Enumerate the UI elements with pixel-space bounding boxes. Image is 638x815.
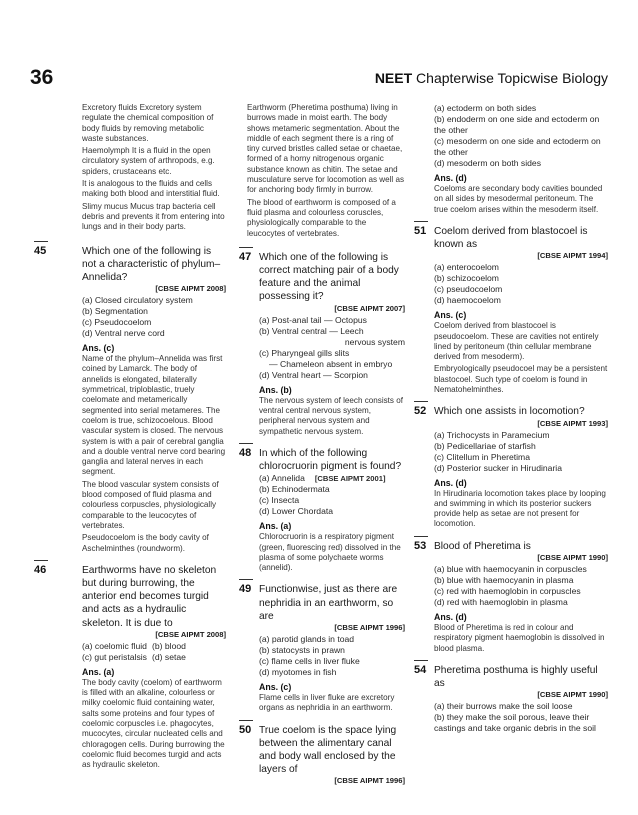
option: (c) gut peristalsis: [82, 651, 147, 662]
explanation: In Hirudinaria locomotion takes place by looping and swimming in which its posterior suckers provide help as setae are not present for locomotion.: [434, 488, 606, 529]
option: (c) Pseudocoelom: [82, 317, 152, 328]
question-number: 47: [239, 250, 252, 263]
option: (b) blood: [152, 640, 186, 651]
option: (d) setae: [152, 651, 186, 662]
explanation: Coelom derived from blastocoel is pseudocoelom. These are cavities not entirely lined by peritoneum (thin cellular membrane derived from mesoderm).: [434, 321, 599, 362]
question-rule: [414, 221, 428, 222]
exam-tag: [CBSE AIPMT 1996]: [334, 623, 405, 633]
option: (b) statocysts in prawn: [259, 645, 345, 656]
option-row: [82, 641, 226, 652]
column-1: [34, 103, 226, 773]
question-51: [414, 225, 608, 395]
option: (a) ectoderm on both sides: [434, 103, 537, 113]
answer: Ans. (b): [259, 384, 292, 395]
answer: Ans. (c): [82, 343, 115, 354]
question-number: 53: [414, 539, 427, 552]
answer: Ans. (c): [259, 682, 292, 693]
option: (b) Ventral central — Leech: [259, 325, 364, 336]
option: (c) red with haemoglobin in corpuscles: [434, 585, 581, 596]
answer: Ans. (c): [434, 310, 467, 321]
question-52: [414, 405, 608, 529]
exam-tag: [CBSE AIPMT 2001]: [314, 474, 386, 484]
question-number: 49: [239, 583, 252, 596]
option: (a) parotid glands in toad: [259, 634, 355, 645]
question-49: [239, 583, 405, 713]
exam-tag: [CBSE AIPMT 2008]: [155, 284, 226, 294]
option: (d) myotomes in fish: [259, 667, 337, 678]
option: (d) mesoderm on both sides: [434, 158, 541, 168]
question-53: [414, 540, 608, 654]
question-text: Which one of the following is correct matching pair of a body feature and the animal possessing it?: [259, 251, 399, 303]
question-text: In which of the following chlorocruorin pigment is found?: [259, 447, 402, 473]
question-number: 45: [34, 244, 47, 257]
brand: NEET: [374, 70, 413, 86]
explanation: The blood vascular system consists of blood composed of fluid plasma and colourless corpuscles, physiologically comparable to the leucocytes of vertebrates.: [82, 479, 219, 530]
question-50-continued: [414, 103, 608, 215]
exam-tag: [CBSE AIPMT 1990]: [537, 552, 608, 562]
explanation: Flame cells in liver fluke are excretory organs as nephridia in an earthworm.: [259, 693, 395, 713]
answer: Ans. (d): [434, 173, 467, 183]
option: (c) pseudocoelom: [434, 284, 503, 295]
explanation: Pseudocoelom is the body cavity of Aschelminthes (roundworm).: [82, 533, 209, 553]
option: (b) schizocoelom: [434, 273, 499, 284]
page-number: 36: [30, 66, 54, 89]
option: (c) Clitellum in Pheretima: [434, 451, 530, 462]
book-title: Chapterwise Topicwise Biology: [412, 70, 608, 86]
question-text: Coelom derived from blastocoel is known as: [434, 225, 588, 251]
option: (d) Lower Chordata: [259, 506, 334, 517]
option: (b) Pedicellariae of starfish: [434, 440, 536, 451]
option: (a) enterocoelom: [434, 262, 499, 273]
question-rule: [414, 660, 428, 661]
question-rule: [239, 720, 253, 721]
question-text: True coelom is the space lying between the alimentary canal and body wall enclosed by the layers of: [259, 724, 397, 776]
answer: Ans. (a): [259, 521, 292, 532]
option: (a) their burrows make the soil loose: [434, 701, 573, 712]
option: (c) Insecta: [259, 495, 300, 506]
question-rule: [34, 241, 48, 242]
option: (b) Echinodermata: [259, 484, 330, 495]
note: The blood of earthworm is composed of a fluid plasma and colourless coruscles, physiologically comparable to the leucocytes of vertebrates.: [247, 197, 396, 238]
exam-tag: [CBSE AIPMT 1993]: [537, 418, 608, 428]
note: Haemolymph It is a fluid in the open circulatory system of arthropods, e.g. spiders, crustaceans etc.: [82, 146, 215, 176]
answer: Ans. (a): [82, 666, 115, 677]
note: Earthworm (Pheretima posthuma) living in burrows made in moist earth. The body shows metameric segmentation. About the middle of each segment there is a ring of tiny curved bristles called setae or chaetae, formed of a horny nitrogenous organic substance known as chitin. The setae and musculature serve for locomotion as well as for anchoring body firmly in burrow.: [247, 103, 404, 195]
question-50: [239, 724, 405, 787]
note: Excretory fluids Excretory system regulate the chemical composition of body fluids by removing metabolic waste substances.: [82, 103, 214, 143]
option: (d) Posterior sucker in Hirudinaria: [434, 462, 562, 473]
question-rule: [239, 443, 253, 444]
exam-tag: [CBSE AIPMT 1994]: [537, 251, 608, 261]
exam-tag: [CBSE AIPMT 1996]: [334, 776, 405, 786]
question-text: Which one assists in locomotion?: [434, 406, 585, 418]
exam-tag: [CBSE AIPMT 1990]: [537, 690, 608, 700]
option-row: [259, 473, 405, 484]
question-number: 51: [414, 224, 427, 237]
explanation: Coeloms are secondary body cavities bounded on all sides by mesodermal peritoneum. The true coelom arises within the mesoderm itself.: [434, 184, 603, 214]
question-number: 48: [239, 446, 252, 459]
option: (d) haemocoelom: [434, 295, 501, 306]
option: (d) Ventral nerve cord: [82, 328, 165, 339]
question-rule: [34, 560, 48, 561]
answer: Ans. (d): [434, 611, 467, 622]
explanation: Embryologically pseudocoel may be a persistent blastocoel. Such type of coelom is found in Nematohelminthes.: [434, 364, 608, 395]
option: (b) endoderm on one side and ectoderm on the other: [434, 114, 600, 135]
answer: Ans. (d): [434, 477, 467, 488]
option: (a) Post-anal tail — Octopus: [259, 314, 367, 325]
question-48: [239, 447, 405, 574]
question-54: [414, 664, 608, 734]
question-text: Which one of the following is not a characteristic of phylum–Annelida?: [82, 245, 221, 283]
option: (a) Trichocysts in Paramecium: [434, 429, 550, 440]
question-text: Functionwise, just as there are nephridia in an earthworm, so are: [259, 584, 398, 622]
explanation: Chlorocruorin is a respiratory pigment (green, fluorescing red) dissolved in the plasma of some polychaete worms (annelid).: [259, 532, 401, 573]
option: (a) Closed circulatory system: [82, 295, 193, 306]
question-rule: [239, 247, 253, 248]
question-rule: [239, 579, 253, 580]
question-number: 52: [414, 405, 427, 418]
page-header: [30, 66, 608, 92]
exam-tag: [CBSE AIPMT 2007]: [334, 303, 405, 313]
question-number: 46: [34, 563, 47, 576]
explanation: Name of the phylum–Annelida was first coined by Lamarck. The body of annelids is elongated, bilaterally symmetrical, triploblastic, truely coelomate and metamerically segmented into serial metameres. The coelom is true, schizocoelous. Blood vascular system is closed. The nervous system is with a pair of cerebral ganglia and a double ventral nerve cord bearing ganglia and lateral nerves in each segment.: [82, 354, 226, 477]
column-3: [414, 103, 608, 734]
option-row: [82, 652, 226, 663]
running-title: [375, 70, 608, 86]
option: (c) Pharyngeal gills slits: [259, 347, 350, 358]
option: (b) they make the soil porous, leave their castings and take organic debris in the soil: [434, 712, 596, 734]
exam-tag: [CBSE AIPMT 2008]: [155, 629, 226, 639]
note: Slimy mucus Mucus trap bacteria cell debris and prevents it from entering into lungs and in their body parts.: [82, 201, 225, 232]
explanation: The nervous system of leech consists of ventral central nervous system, peripheral nervous system and sympathetic nervous system.: [259, 395, 403, 436]
option: (a) Annelida: [259, 473, 305, 484]
question-45: [34, 245, 226, 554]
question-rule: [414, 536, 428, 537]
question-46: [34, 564, 226, 771]
question-rule: [414, 401, 428, 402]
question-47: [239, 251, 405, 437]
option: (d) red with haemoglobin in plasma: [434, 596, 568, 607]
option: (c) mesoderm on one side and ectoderm on the other: [434, 136, 601, 157]
question-text: Earthworms have no skeleton but during burrowing, the anterior end becomes turgid and acts as a hydraulic skeleton. It is due to: [82, 564, 217, 629]
explanation: Blood of Pheretima is red in colour and respiratory pigment haemoglobin is dissolved in blood plasma.: [434, 622, 605, 653]
column-2: [239, 103, 405, 787]
question-text: Blood of Pheretima is: [434, 540, 531, 552]
option: (a) blue with haemocyanin in corpuscles: [434, 563, 587, 574]
question-number: 50: [239, 723, 252, 736]
option: — Chameleon absent in embryo: [269, 358, 393, 369]
option: (d) Ventral heart — Scorpion: [259, 369, 368, 380]
option: nervous system: [344, 336, 405, 347]
option: (c) flame cells in liver fluke: [259, 656, 360, 667]
option: (a) coelomic fluid: [82, 640, 147, 651]
option: (b) Segmentation: [82, 306, 148, 317]
explanation: The body cavity (coelom) of earthworm is filled with an alkaline, colourless or milky coelomic fluid containing water, salts some proteins and four types of coelomic corpuscles i.e. phagocytes, mucocytes, circular nucleated cells and chloragogen cells. During burrowing the coelomic fluid becomes turgid and acts as hydraulic skeleton.: [82, 677, 225, 770]
question-number: 54: [414, 663, 427, 676]
note: It is analogous to the fluids and cells making both blood and interstitial fluid.: [82, 179, 220, 199]
question-text: Pheretima posthuma is highly useful as: [434, 664, 598, 690]
option: (b) blue with haemocyanin in plasma: [434, 574, 574, 585]
